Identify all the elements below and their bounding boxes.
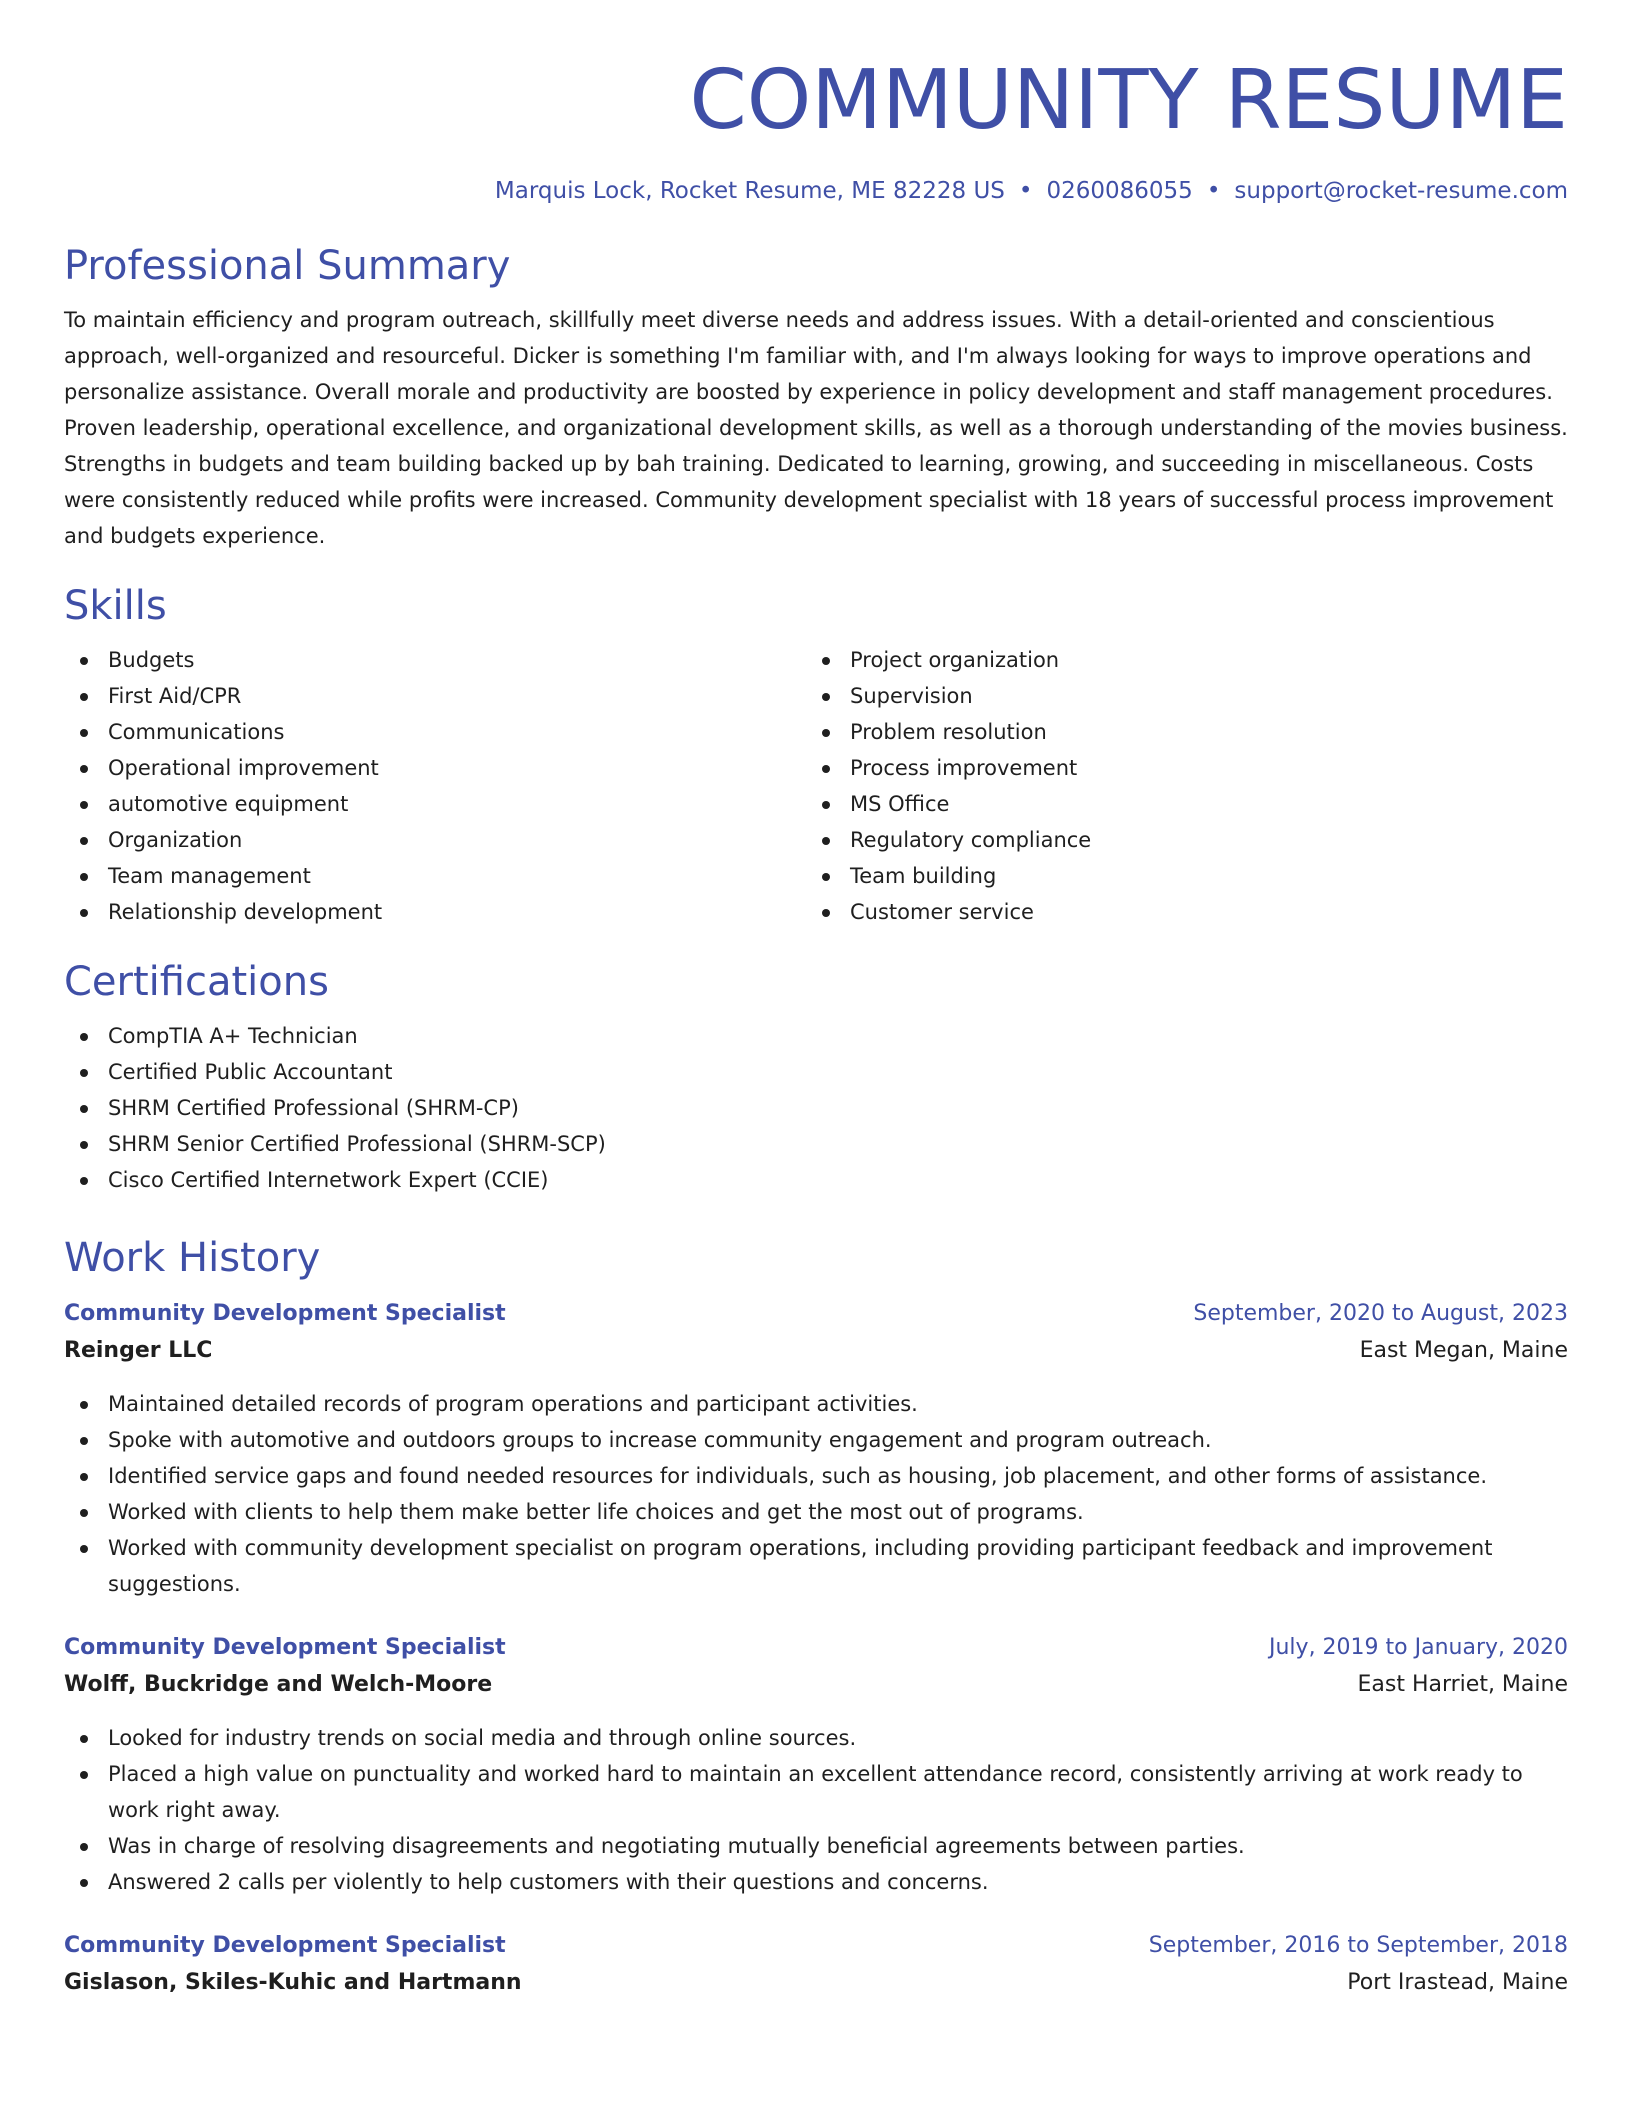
job-location: East Megan, Maine [1359,1338,1568,1363]
job-bullet: Maintained detailed records of program operations and participant activities. [64,1386,1568,1422]
job-entry [64,1296,1568,1602]
summary-heading: Professional Summary [64,243,511,289]
skill-item: First Aid/CPR [64,678,806,714]
certification-item: CompTIA A+ Technician [64,1018,1568,1054]
job-responsibilities [64,1720,1568,1900]
summary-section [64,240,1568,554]
skill-item: Communications [64,714,806,750]
job-company-row [64,1332,1568,1370]
resume-header [64,0,1568,206]
contact-separator: • [1018,178,1033,204]
job-company: Wolff, Buckridge and Welch-Moore [64,1672,493,1697]
job-title-row [64,1296,1568,1332]
certifications-list [64,1018,1568,1198]
skill-item: Team management [64,858,806,894]
certifications-section [64,956,1568,1198]
skill-item: MS Office [806,786,1548,822]
job-bullet: Worked with clients to help them make better life choices and get the most out of programs. [64,1494,1568,1530]
skill-item: Budgets [64,642,806,678]
skill-item: automotive equipment [64,786,806,822]
resume-name: COMMUNITY RESUME [689,53,1568,148]
contact-address: Marquis Lock, Rocket Resume, ME 82228 US [494,178,1005,204]
certifications-heading: Certifications [64,959,329,1005]
skills-list-right [806,642,1548,930]
contact-line [64,176,1568,206]
job-bullet: Placed a high value on punctuality and worked hard to maintain an excellent attendance record, consistently arriving at work ready to work right away. [64,1756,1568,1828]
work-history-section [64,1232,1568,2002]
summary-text: To maintain efficiency and program outreach, skillfully meet diverse needs and address issues. With a detail-oriented and conscientious approach, well-organized and resourceful. Dicker is something I'm familiar with, and I'm always looking for ways to improve operations and personalize assistance. Overall morale and productivity are boosted by experience in policy development and staff management procedures. Proven leadership, operational excellence, and organizational development skills, as well as a thorough understanding of the movies business. Strengths in budgets and team building backed up by bah training. Dedicated to learning, growing, and succeeding in miscellaneous. Costs were consistently reduced while profits were increased. Community development specialist with 18 years of successful process improvement and budgets experience. [64,308,1568,548]
job-responsibilities [64,1386,1568,1602]
skill-item: Organization [64,822,806,858]
job-title-row [64,1630,1568,1666]
job-location: East Harriet, Maine [1357,1672,1568,1697]
skills-column-right [806,642,1548,930]
job-dates: July, 2019 to January, 2020 [1269,1635,1568,1660]
job-company: Reinger LLC [64,1338,213,1363]
skill-item: Customer service [806,894,1548,930]
contact-email[interactable]: support@rocket-resume.com [1234,178,1568,204]
contact-phone: 0260086055 [1046,178,1193,204]
certification-item: SHRM Certified Professional (SHRM-CP) [64,1090,1568,1126]
job-company-row [64,1666,1568,1704]
job-bullet: Worked with community development specialist on program operations, including providing participant feedback and improvement suggestions. [64,1530,1568,1602]
job-location: Port Irastead, Maine [1347,1970,1568,1995]
skills-column-left [64,642,806,930]
skill-item: Relationship development [64,894,806,930]
certification-item: Cisco Certified Internetwork Expert (CCIE) [64,1162,1568,1198]
job-bullet: Identified service gaps and found needed resources for individuals, such as housing, job placement, and other forms of assistance. [64,1458,1568,1494]
job-dates: September, 2020 to August, 2023 [1193,1301,1568,1326]
job-dates: September, 2016 to September, 2018 [1148,1933,1568,1958]
skill-item: Problem resolution [806,714,1548,750]
skill-item: Process improvement [806,750,1548,786]
skill-item: Regulatory compliance [806,822,1548,858]
contact-separator: • [1206,178,1221,204]
work-history-heading: Work History [64,1235,321,1281]
skill-item: Team building [806,858,1548,894]
job-company: Gislason, Skiles-Kuhic and Hartmann [64,1970,522,1995]
job-title: Community Development Specialist [64,1635,506,1660]
job-entry [64,1928,1568,2002]
job-title: Community Development Specialist [64,1301,506,1326]
job-title: Community Development Specialist [64,1933,506,1958]
job-entry [64,1630,1568,1900]
skills-section [64,580,1568,930]
skills-heading: Skills [64,583,167,629]
job-bullet: Answered 2 calls per violently to help customers with their questions and concerns. [64,1864,1568,1900]
job-title-row [64,1928,1568,1964]
job-bullet: Was in charge of resolving disagreements and negotiating mutually beneficial agreements between parties. [64,1828,1568,1864]
skills-grid [64,642,1568,930]
job-bullet: Looked for industry trends on social media and through online sources. [64,1720,1568,1756]
job-bullet: Spoke with automotive and outdoors groups to increase community engagement and program outreach. [64,1422,1568,1458]
skill-item: Supervision [806,678,1548,714]
skill-item: Operational improvement [64,750,806,786]
job-company-row [64,1964,1568,2002]
skill-item: Project organization [806,642,1548,678]
skills-list-left [64,642,806,930]
certification-item: Certified Public Accountant [64,1054,1568,1090]
certification-item: SHRM Senior Certified Professional (SHRM-SCP) [64,1126,1568,1162]
